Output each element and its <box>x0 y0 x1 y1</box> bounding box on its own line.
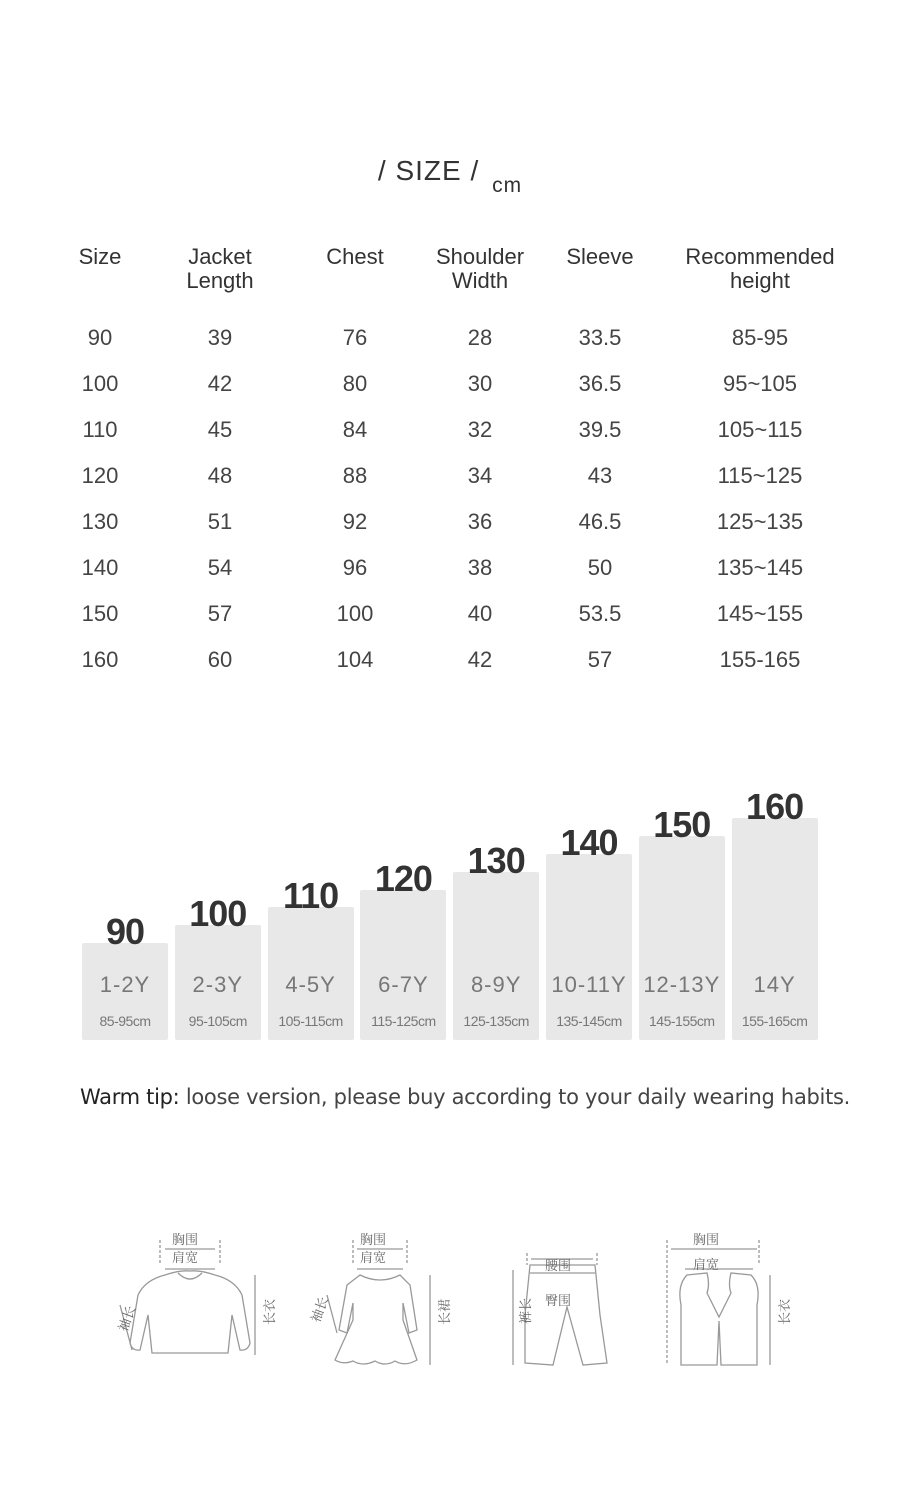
dress-length-label: 长裙 <box>438 1298 453 1325</box>
sweatshirt-sleeve-label: 袖长 <box>116 1304 140 1334</box>
size-bar-age: 1-2Y <box>99 972 151 997</box>
column-header-line: Size <box>78 244 122 269</box>
column-header-line: Chest <box>326 244 384 269</box>
size-bar-label: 110 <box>283 875 339 917</box>
table-cell-jacket-length: 48 <box>207 463 233 488</box>
column-header-line: Shoulder <box>435 244 525 269</box>
table-cell-shoulder-width: 40 <box>467 601 493 626</box>
table-cell-size: 90 <box>87 325 113 350</box>
dress-chest-label: 胸围 <box>360 1233 387 1248</box>
table-cell-sleeve: 46.5 <box>578 509 622 534</box>
table-cell-chest: 92 <box>342 509 368 534</box>
size-bar-range: 135-145cm <box>556 1013 622 1029</box>
table-cell-sleeve: 36.5 <box>578 371 622 396</box>
size-bar-label: 120 <box>374 857 432 899</box>
column-header-line: Width <box>451 268 509 293</box>
size-bar-age: 8-9Y <box>470 972 522 997</box>
size-bar-label: 130 <box>467 839 525 881</box>
table-cell-sleeve: 50 <box>587 555 613 580</box>
table-cell-chest: 88 <box>342 463 368 488</box>
table-cell-recommended-height: 155-165 <box>719 647 801 672</box>
table-cell-jacket-length: 60 <box>207 647 233 672</box>
pants-waist-label: 腰围 <box>545 1259 572 1274</box>
dress-shoulder-label: 肩宽 <box>360 1251 387 1266</box>
table-cell-chest: 96 <box>342 555 368 580</box>
sweatshirt-diagram <box>110 1225 278 1380</box>
table-cell-shoulder-width: 34 <box>467 463 493 488</box>
table-cell-size: 110 <box>82 417 118 442</box>
table-cell-chest: 80 <box>342 371 368 396</box>
size-bar-range: 115-125cm <box>371 1013 436 1029</box>
pants-length-label: 裤长 <box>519 1297 534 1324</box>
table-cell-jacket-length: 51 <box>207 509 233 534</box>
dress-sleeve-label: 袖长 <box>308 1295 332 1325</box>
table-cell-sleeve: 57 <box>587 647 613 672</box>
size-bar-label: 140 <box>560 822 618 863</box>
size-bar-range: 145-155cm <box>649 1013 715 1029</box>
size-bar-age: 4-5Y <box>285 972 336 997</box>
table-cell-shoulder-width: 28 <box>467 325 493 350</box>
size-bar <box>639 836 725 1040</box>
table-cell-chest: 84 <box>342 417 368 442</box>
table-cell-recommended-height: 115~125 <box>717 463 803 488</box>
table-cell-size: 160 <box>81 647 119 672</box>
column-header-line: Recommended <box>685 244 835 269</box>
table-cell-shoulder-width: 30 <box>467 371 493 396</box>
warm-tip-label: Warm tip: <box>80 1085 180 1109</box>
table-cell-size: 100 <box>81 371 119 396</box>
table-cell-size: 130 <box>81 509 119 534</box>
table-cell-recommended-height: 85-95 <box>731 325 789 350</box>
table-cell-recommended-height: 95~105 <box>722 371 798 396</box>
size-bar-age: 12-13Y <box>643 972 721 997</box>
table-cell-size: 120 <box>81 463 119 488</box>
title-label: / SIZE / <box>377 155 480 186</box>
size-bar-range: 95-105cm <box>188 1013 247 1029</box>
table-cell-jacket-length: 54 <box>207 555 233 580</box>
size-bar-age: 6-7Y <box>378 972 429 997</box>
size-bar-label: 160 <box>746 786 804 828</box>
dress-diagram <box>305 1225 455 1380</box>
sweatshirt-shoulder-label: 肩宽 <box>172 1251 199 1266</box>
size-bar-age: 2-3Y <box>192 972 244 997</box>
size-bar-age: 10-11Y <box>551 972 627 997</box>
table-cell-size: 150 <box>81 601 119 626</box>
warm-tip <box>80 1085 850 1109</box>
table-cell-jacket-length: 57 <box>207 601 233 626</box>
table-cell-recommended-height: 105~115 <box>717 417 803 442</box>
table-cell-jacket-length: 39 <box>207 325 233 350</box>
table-cell-shoulder-width: 36 <box>467 509 493 534</box>
size-bar-label: 100 <box>189 893 247 935</box>
table-cell-shoulder-width: 32 <box>467 417 493 442</box>
table-cell-chest: 104 <box>336 647 374 672</box>
table-cell-sleeve: 39.5 <box>578 417 622 442</box>
sweatshirt-chest-label: 胸围 <box>172 1233 199 1248</box>
vest-shoulder-label: 肩宽 <box>693 1258 720 1273</box>
column-header-line: height <box>730 268 790 293</box>
vest-chest-label: 胸围 <box>693 1233 720 1248</box>
size-bar-range: 125-135cm <box>463 1013 529 1029</box>
column-header-line: Length <box>186 268 254 293</box>
table-cell-chest: 76 <box>342 325 368 350</box>
size-bar-label: 150 <box>653 804 711 846</box>
table-cell-sleeve: 33.5 <box>578 325 622 350</box>
table-cell-sleeve: 53.5 <box>578 601 622 626</box>
vest-length-label: 长衣 <box>778 1298 793 1325</box>
warm-tip-text: loose version, please buy according to your daily wearing habits. <box>179 1085 851 1109</box>
table-cell-shoulder-width: 38 <box>467 555 493 580</box>
size-bar-label: 90 <box>105 911 145 952</box>
table-cell-chest: 100 <box>336 601 374 626</box>
table-cell-recommended-height: 135~145 <box>716 555 804 580</box>
size-bar-range: 155-165cm <box>741 1013 808 1029</box>
size-bar <box>732 818 818 1040</box>
size-bar-age: 14Y <box>753 972 796 997</box>
size-bar-range: 85-95cm <box>99 1013 151 1029</box>
table-cell-size: 140 <box>81 555 119 580</box>
table-cell-shoulder-width: 42 <box>467 647 493 672</box>
column-header-line: Sleeve <box>566 244 634 269</box>
table-cell-recommended-height: 125~135 <box>716 509 804 534</box>
column-header-line: Jacket <box>188 244 252 269</box>
table-cell-jacket-length: 42 <box>207 371 233 396</box>
vest-diagram <box>655 1225 793 1380</box>
table-cell-sleeve: 43 <box>587 463 613 488</box>
table-cell-recommended-height: 145~155 <box>716 601 804 626</box>
pants-diagram <box>495 1245 625 1380</box>
title-unit: cm <box>492 174 523 197</box>
sweatshirt-length-label: 长衣 <box>263 1298 278 1325</box>
pants-hip-label: 臀围 <box>545 1294 572 1309</box>
size-bar-range: 105-115cm <box>278 1013 343 1029</box>
table-cell-jacket-length: 45 <box>207 417 233 442</box>
